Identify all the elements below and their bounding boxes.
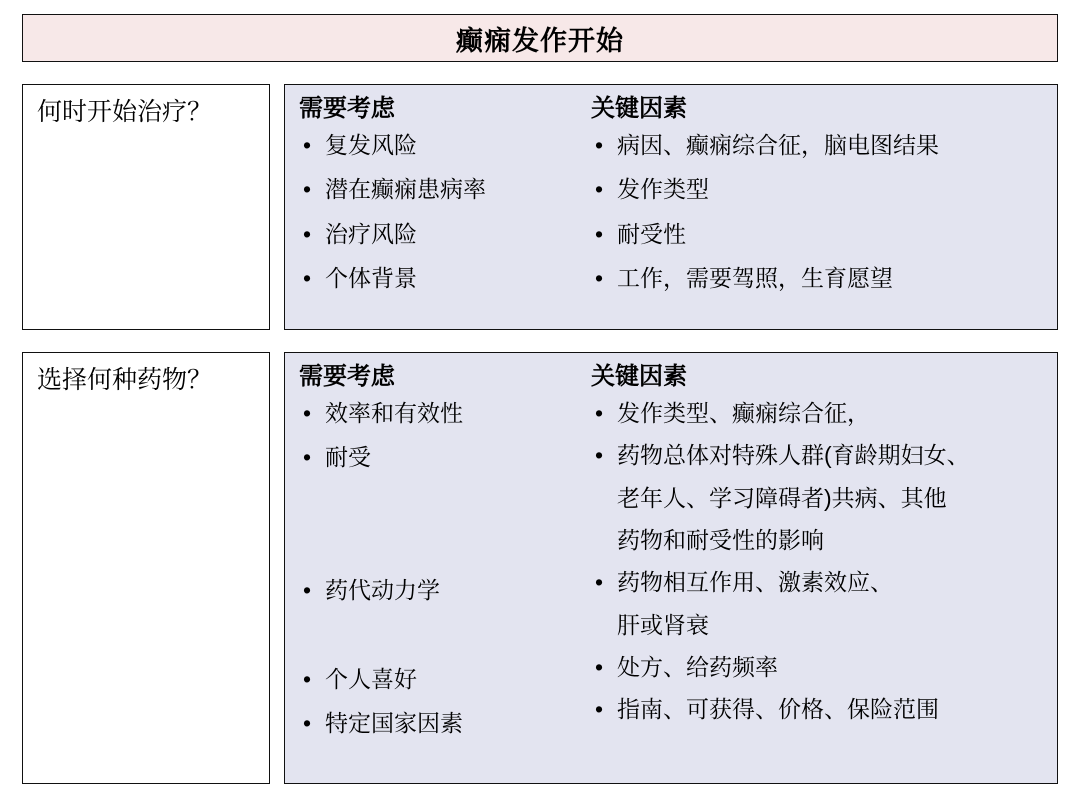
list-item: • 治疗风险 bbox=[299, 219, 591, 249]
list-item: • 药物总体对特殊人群(育龄期妇女、 bbox=[591, 440, 1045, 470]
key-factors-heading-1: 关键因素 bbox=[591, 95, 687, 122]
section-when-to-start bbox=[22, 84, 1058, 330]
list-item: • 病因、癫痫综合征，脑电图结果 bbox=[591, 130, 1045, 160]
title-banner bbox=[22, 14, 1058, 62]
list-item: • 复发风险 bbox=[299, 130, 591, 160]
section-which-drug bbox=[22, 352, 1058, 784]
content-box-2 bbox=[284, 352, 1058, 784]
question-text-1: 何时开始治疗？ bbox=[37, 98, 213, 126]
key-factors-column-1 bbox=[591, 95, 1045, 319]
list-item: • 个人喜好 bbox=[299, 664, 591, 694]
list-item: • 工作，需要驾照，生育愿望 bbox=[591, 263, 1045, 293]
considerations-list-1 bbox=[299, 130, 591, 293]
list-item: • 个体背景 bbox=[299, 263, 591, 293]
list-item: • 药物相互作用、激素效应、 bbox=[591, 567, 1045, 597]
list-item-continuation: 药物和耐受性的影响 bbox=[617, 526, 824, 553]
list-item-continuation: 肝或肾衰 bbox=[617, 611, 709, 638]
key-factors-column-2 bbox=[591, 363, 1045, 773]
content-box-1 bbox=[284, 84, 1058, 330]
considerations-heading-1: 需要考虑 bbox=[299, 95, 395, 122]
list-item: • 耐受性 bbox=[591, 219, 1045, 249]
question-box-2 bbox=[22, 352, 270, 784]
question-text-2: 选择何种药物？ bbox=[37, 366, 213, 394]
considerations-column-2 bbox=[299, 363, 591, 773]
list-item: • 药代动力学 bbox=[299, 575, 591, 605]
list-item: • 发作类型 bbox=[591, 174, 1045, 204]
question-box-1 bbox=[22, 84, 270, 330]
considerations-list-2 bbox=[299, 398, 591, 739]
considerations-column-1 bbox=[299, 95, 591, 319]
list-item: • 发作类型、癫痫综合征， bbox=[591, 398, 1045, 428]
list-item: • 特定国家因素 bbox=[299, 708, 591, 738]
list-item: • 效率和有效性 bbox=[299, 398, 591, 428]
page-title: 癫痫发作开始 bbox=[456, 25, 624, 56]
considerations-heading-2: 需要考虑 bbox=[299, 363, 395, 390]
key-factors-list-1 bbox=[591, 130, 1045, 293]
list-item: • 指南、可获得、价格、保险范围 bbox=[591, 694, 1045, 724]
key-factors-list-2 bbox=[591, 398, 1045, 725]
list-item: • 潜在癫痫患病率 bbox=[299, 174, 591, 204]
key-factors-heading-2: 关键因素 bbox=[591, 363, 687, 390]
list-item: • 处方、给药频率 bbox=[591, 652, 1045, 682]
list-item: • 耐受 bbox=[299, 442, 591, 472]
list-item-continuation: 老年人、学习障碍者)共病、其他 bbox=[617, 484, 947, 511]
